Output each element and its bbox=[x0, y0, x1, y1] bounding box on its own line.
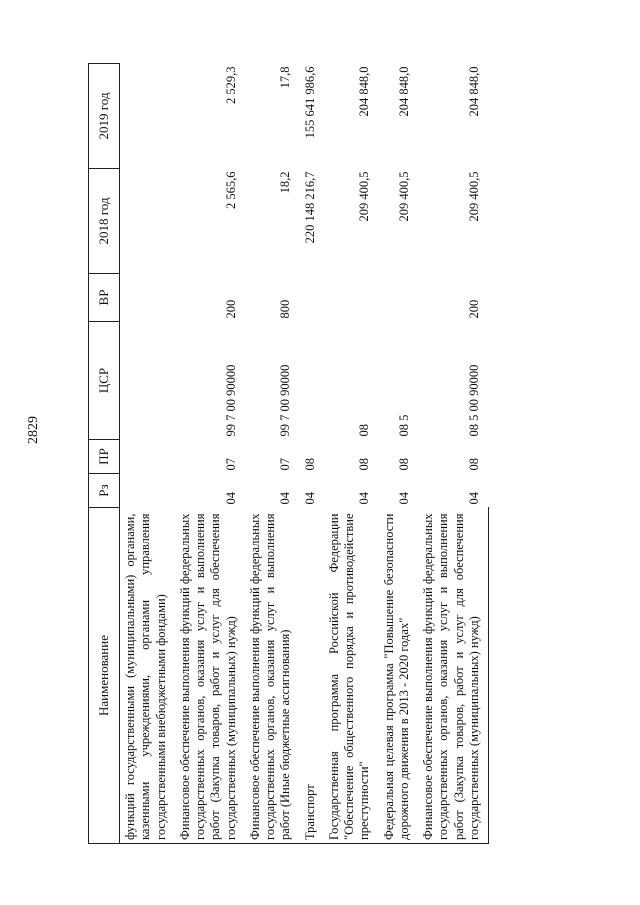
row-name: Финансовое обеспечение выполнения функций федеральных государственных органов, оказания услуг и выполнения работ (Закупка товаров, работ и услуг для обеспечения государственных (муниципальных) нужд) bbox=[175, 508, 245, 844]
row-rz: 04 bbox=[357, 492, 372, 505]
row-2018: 18,2 bbox=[278, 171, 293, 194]
row-pr: 08 bbox=[396, 458, 411, 471]
budget-table bbox=[88, 63, 489, 844]
row-2018: 220 148 216,7 bbox=[302, 171, 317, 244]
header-name: Наименование bbox=[89, 508, 120, 844]
row-2018: 2 565,6 bbox=[223, 171, 238, 209]
row-pr bbox=[120, 440, 175, 474]
row-vr: 800 bbox=[278, 299, 293, 319]
row-rz: 04 bbox=[396, 492, 411, 505]
row-2019: 204 848,0 bbox=[357, 66, 372, 117]
table-header-row bbox=[89, 64, 120, 844]
table-row bbox=[245, 64, 300, 844]
row-name: Финансовое обеспечение выполнения функций федеральных государственных органов, оказания услуг и выполнения работ (Закупка товаров, работ и услуг для обеспечения государственных (муниципальных) нужд) bbox=[418, 508, 489, 844]
row-rz: 04 bbox=[278, 492, 293, 505]
header-2019: 2019 год bbox=[89, 64, 120, 169]
row-csr bbox=[300, 322, 324, 440]
header-rz: Рз bbox=[89, 474, 120, 508]
row-2019: 2 529,3 bbox=[223, 66, 238, 104]
row-2019 bbox=[120, 64, 175, 169]
row-rz bbox=[120, 474, 175, 508]
row-vr: 200 bbox=[223, 299, 238, 319]
row-vr: 200 bbox=[467, 299, 482, 319]
row-vr bbox=[300, 274, 324, 322]
row-rz: 04 bbox=[302, 492, 317, 505]
row-pr: 08 bbox=[302, 458, 317, 471]
row-csr: 08 5 bbox=[396, 414, 411, 437]
row-name: Финансовое обеспечение выполнения функций федеральных государственных органов, оказания услуг и выполнения работ (Иные бюджетные ассигнования) bbox=[245, 508, 300, 844]
row-csr: 99 7 00 90000 bbox=[278, 364, 293, 437]
row-2019: 204 848,0 bbox=[396, 66, 411, 117]
row-name: Транспорт bbox=[300, 508, 324, 844]
row-vr bbox=[324, 274, 379, 322]
table-row bbox=[379, 64, 419, 844]
row-rz: 04 bbox=[467, 492, 482, 505]
row-rz: 04 bbox=[223, 492, 238, 505]
table-row bbox=[418, 64, 489, 844]
header-pr: ПР bbox=[89, 440, 120, 474]
row-csr bbox=[120, 322, 175, 440]
row-2018: 209 400,5 bbox=[396, 171, 411, 222]
row-vr bbox=[379, 274, 419, 322]
row-csr: 08 5 00 90000 bbox=[467, 364, 482, 437]
row-pr: 08 bbox=[467, 458, 482, 471]
table-row bbox=[324, 64, 379, 844]
row-2018 bbox=[120, 169, 175, 274]
row-2018: 209 400,5 bbox=[357, 171, 372, 222]
row-2019: 155 641 986,6 bbox=[302, 66, 317, 139]
header-csr: ЦСР bbox=[89, 322, 120, 440]
row-name: Государственная программа Российской Федерации "Обеспечение общественного порядка и противодействие преступности" bbox=[324, 508, 379, 844]
row-csr: 08 bbox=[357, 424, 372, 437]
row-name: функций государственными (муниципальными) органами, казенными учреждениями, органами управления государственными внебюджетными фондами) bbox=[120, 508, 175, 844]
header-vr: ВР bbox=[89, 274, 120, 322]
page-number: 2829 bbox=[26, 416, 41, 444]
row-name: Федеральная целевая программа "Повышение безопасности дорожного движения в 2013 - 2020 годах" bbox=[379, 508, 419, 844]
row-2019: 17,8 bbox=[278, 66, 293, 89]
row-csr: 99 7 00 90000 bbox=[223, 364, 238, 437]
table-row bbox=[300, 64, 324, 844]
table-row bbox=[175, 64, 245, 844]
rotated-table-area bbox=[88, 64, 588, 844]
row-pr: 07 bbox=[223, 458, 238, 471]
header-2018: 2018 год bbox=[89, 169, 120, 274]
row-pr: 07 bbox=[278, 458, 293, 471]
row-pr: 08 bbox=[357, 458, 372, 471]
row-vr bbox=[120, 274, 175, 322]
row-2018: 209 400,5 bbox=[467, 171, 482, 222]
table-row bbox=[120, 64, 175, 844]
row-2019: 204 848,0 bbox=[467, 66, 482, 117]
